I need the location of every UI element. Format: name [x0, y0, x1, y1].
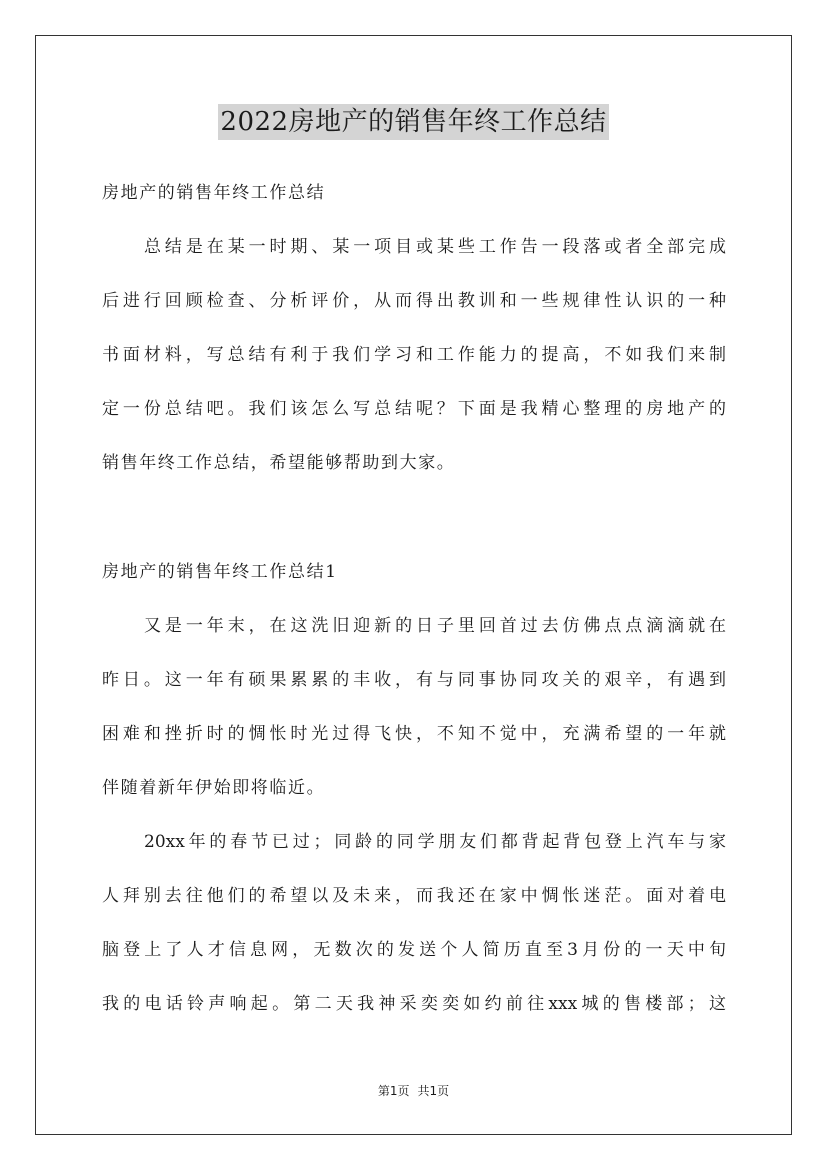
paragraph-line: 伴随着新年伊始即将临近。 — [102, 778, 326, 798]
intro-line: 书面材料，写总结有利于我们学习和工作能力的提高，不如我们来制 — [102, 345, 726, 365]
paragraph-line: 20xx年的春节已过；同龄的同学朋友们都背起背包登上汽车与家 — [144, 832, 726, 852]
section-heading: 房地产的销售年终工作总结1 — [102, 562, 338, 582]
page-total: 共1页 — [417, 1084, 450, 1098]
paragraph-line: 我的电话铃声响起。第二天我神采奕奕如约前往xxx城的售楼部；这 — [102, 994, 726, 1014]
intro-line: 后进行回顾检查、分析评价，从而得出教训和一些规律性认识的一种 — [102, 291, 726, 311]
page-number: 第1页 — [377, 1084, 410, 1098]
paragraph-line: 困难和挫折时的惆怅时光过得飞快，不知不觉中，充满希望的一年就 — [102, 724, 726, 744]
paragraph-line: 人拜别去往他们的希望以及未来，而我还在家中惆怅迷茫。面对着电 — [102, 886, 726, 906]
intro-line: 销售年终工作总结，希望能够帮助到大家。 — [102, 453, 456, 473]
paragraph-line: 又是一年末，在这洗旧迎新的日子里回首过去仿佛点点滴滴就在 — [144, 616, 726, 636]
intro-line: 总结是在某一时期、某一项目或某些工作告一段落或者全部完成 — [144, 237, 726, 257]
document-title: 2022房地产的销售年终工作总结 — [218, 104, 608, 140]
intro-line: 定一份总结吧。我们该怎么写总结呢？下面是我精心整理的房地产的 — [102, 399, 726, 419]
paragraph-line: 脑登上了人才信息网，无数次的发送个人简历直至3月份的一天中旬 — [102, 940, 726, 960]
paragraph-line: 昨日。这一年有硕果累累的丰收，有与同事协同攻关的艰辛，有遇到 — [102, 670, 726, 690]
document-subtitle: 房地产的销售年终工作总结 — [102, 183, 326, 203]
title-container — [0, 104, 827, 140]
page-footer — [0, 1083, 827, 1099]
